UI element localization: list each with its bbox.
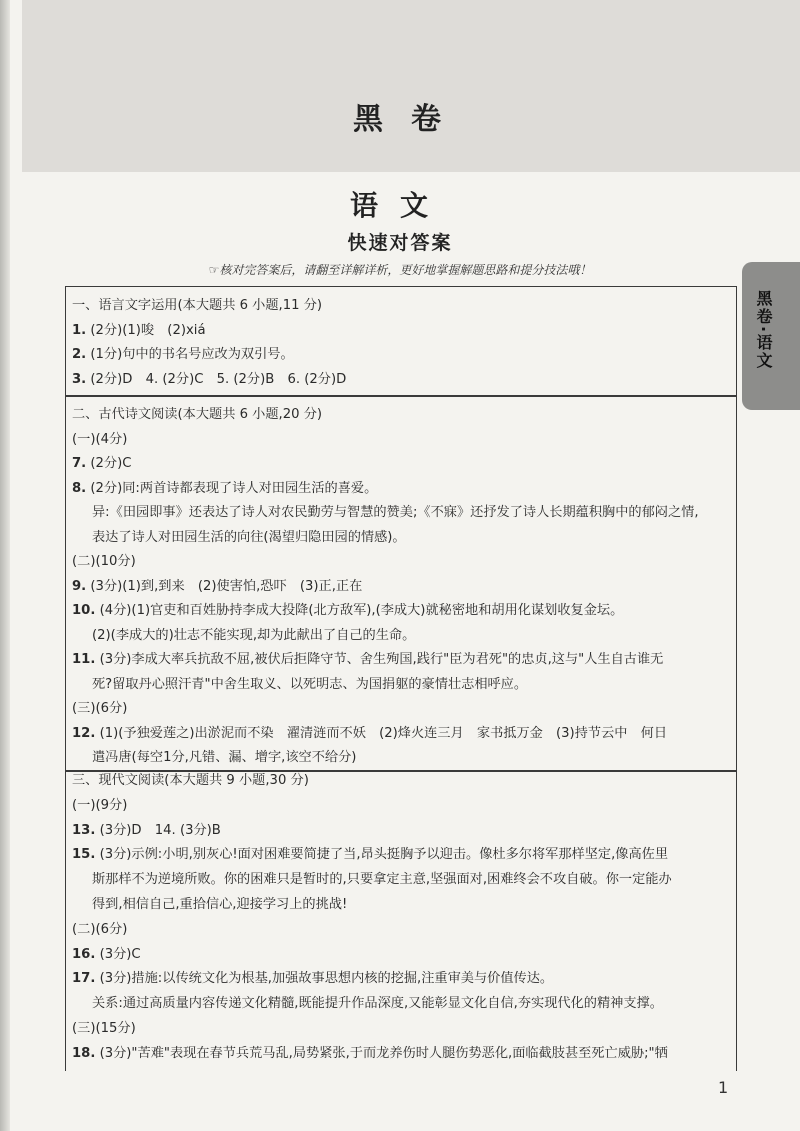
answer-text: (1分)句中的书名号应改为双引号。 [86, 347, 294, 362]
answer-text: (3分)(1)到,到来 (2)使害怕,恐吓 (3)正,正在 [86, 579, 363, 594]
answer-line [72, 1045, 737, 1063]
answer-text: (三)(6分) [72, 701, 128, 716]
answer-text: (2分)同:两首诗都表现了诗人对田园生活的喜爱。 [86, 481, 378, 496]
subject-title: 语文 [349, 189, 450, 222]
question-number: 7. [72, 456, 87, 471]
section1-heading: 一、语言文字运用(本大题共 6 小题,11 分) [72, 298, 323, 313]
answer-line [72, 700, 737, 718]
side-tab-label: 黑卷·语文 [754, 290, 773, 371]
question-number: 8. [72, 481, 87, 496]
answer-line [72, 578, 737, 596]
document-subtitle: 快速对答案 [347, 232, 453, 254]
question-number: 17. [72, 971, 96, 986]
answer-line [72, 602, 737, 620]
answer-text: (一)(9分) [72, 798, 128, 813]
header-title: 黑卷 [353, 102, 469, 137]
page-number: 1 [718, 1078, 729, 1097]
answer-line [72, 846, 737, 864]
answer-line [72, 431, 737, 449]
answer-text: (3分)示例:小明,别灰心!面对困难要简捷了当,昂头挺胸予以迎击。像杜多尔将军那样坚定,像高佐里 [95, 847, 669, 862]
answer-line [72, 322, 737, 340]
question-number: 13. [72, 823, 96, 838]
question-number: 9. [72, 579, 87, 594]
answer-text: 遣冯唐(每空1分,凡错、漏、增字,该空不给分) [92, 750, 357, 765]
answer-text: (1)(予独爱莲之)出淤泥而不染 濯清涟而不妖 (2)烽火连三月 家书抵万金 (3)持节云中 何日 [95, 726, 668, 741]
answer-text: (3分)措施:以传统文化为根基,加强故事思想内核的挖掘,注重审美与价值传达。 [95, 971, 554, 986]
question-number: 15. [72, 847, 96, 862]
answer-line [72, 346, 737, 364]
question-number: 11. [72, 652, 96, 667]
answer-text: (二)(10分) [72, 554, 136, 569]
answer-line [92, 995, 757, 1013]
question-number: 10. [72, 603, 96, 618]
answer-line [72, 970, 737, 988]
question-number: 2. [72, 347, 87, 362]
answer-text: 死?留取丹心照汗青"中舍生取义、以死明志、为国捐躯的豪情壮志相呼应。 [92, 677, 528, 692]
question-number: 12. [72, 726, 96, 741]
answer-text: 得到,相信自己,重拾信心,迎接学习上的挑战! [92, 897, 348, 912]
answer-text: (2分)D 4. (2分)C 5. (2分)B 6. (2分)D [86, 372, 347, 387]
answer-line [92, 529, 757, 547]
answer-text: (2分)(1)唆 (2)xiá [86, 323, 206, 338]
hint-text: ☞核对完答案后，请翻至详解详析，更好地掌握解题思路和提分技法哦！ [208, 263, 592, 277]
answer-line [72, 921, 737, 939]
answer-line [72, 651, 737, 669]
question-number: 16. [72, 947, 96, 962]
answer-line [72, 822, 737, 840]
section2-heading: 二、古代诗文阅读(本大题共 6 小题,20 分) [72, 407, 323, 422]
answer-line [72, 480, 737, 498]
book-spine [0, 0, 10, 1131]
answer-text: 斯那样不为逆境所败。你的困难只是暂时的,只要拿定主意,坚强面对,困难终会不攻自破。你一定能办 [92, 872, 672, 887]
answer-line [92, 676, 757, 694]
answer-line [72, 1020, 737, 1038]
answer-text: (3分)"苦难"表现在春节兵荒马乱,局势紧张,于而龙养伤时人腿伤势恶化,面临截肢甚至死亡威胁;"牺 [95, 1046, 668, 1061]
answer-text: (三)(15分) [72, 1021, 136, 1036]
answer-text: (2分)C [86, 456, 132, 471]
answer-text: (4分)(1)官吏和百姓胁持李成大投降(北方敌军),(李成大)就秘密地和胡用化谋划收复金坛。 [95, 603, 624, 618]
answer-line [92, 871, 757, 889]
answer-line [72, 946, 737, 964]
answer-line [72, 797, 737, 815]
question-number: 18. [72, 1046, 96, 1061]
question-number: 3. [72, 372, 87, 387]
question-number: 1. [72, 323, 87, 338]
answer-line [92, 749, 757, 767]
answer-line [92, 504, 757, 522]
answer-text: (3分)D 14. (3分)B [95, 823, 221, 838]
answer-line [92, 896, 757, 914]
answer-text: (3分)李成大率兵抗敌不屈,被伏后拒降守节、舍生殉国,践行"臣为君死"的忠贞,这与"人生自古谁无 [95, 652, 664, 667]
answer-line [72, 455, 737, 473]
section3-heading: 三、现代文阅读(本大题共 9 小题,30 分) [72, 773, 309, 788]
answer-line [72, 553, 737, 571]
header-band [22, 0, 800, 172]
answer-text: (2)(李成大的)壮志不能实现,却为此献出了自己的生命。 [92, 628, 416, 643]
answer-line [72, 371, 737, 389]
answer-line [92, 627, 757, 645]
answer-text: 异:《田园即事》还表达了诗人对农民勤劳与智慧的赞美;《不寐》还抒发了诗人长期蕴积胸中的郁闷之情, [92, 505, 699, 520]
answer-text: 关系:通过高质量内容传递文化精髓,既能提升作品深度,又能彰显文化自信,夯实现代化的精神支撑。 [92, 996, 663, 1011]
answer-text: 表达了诗人对田园生活的向往(渴望归隐田园的情感)。 [92, 530, 406, 545]
answer-text: (3分)C [95, 947, 141, 962]
answer-text: (一)(4分) [72, 432, 128, 447]
answer-line [72, 725, 737, 743]
answer-text: (二)(6分) [72, 922, 128, 937]
